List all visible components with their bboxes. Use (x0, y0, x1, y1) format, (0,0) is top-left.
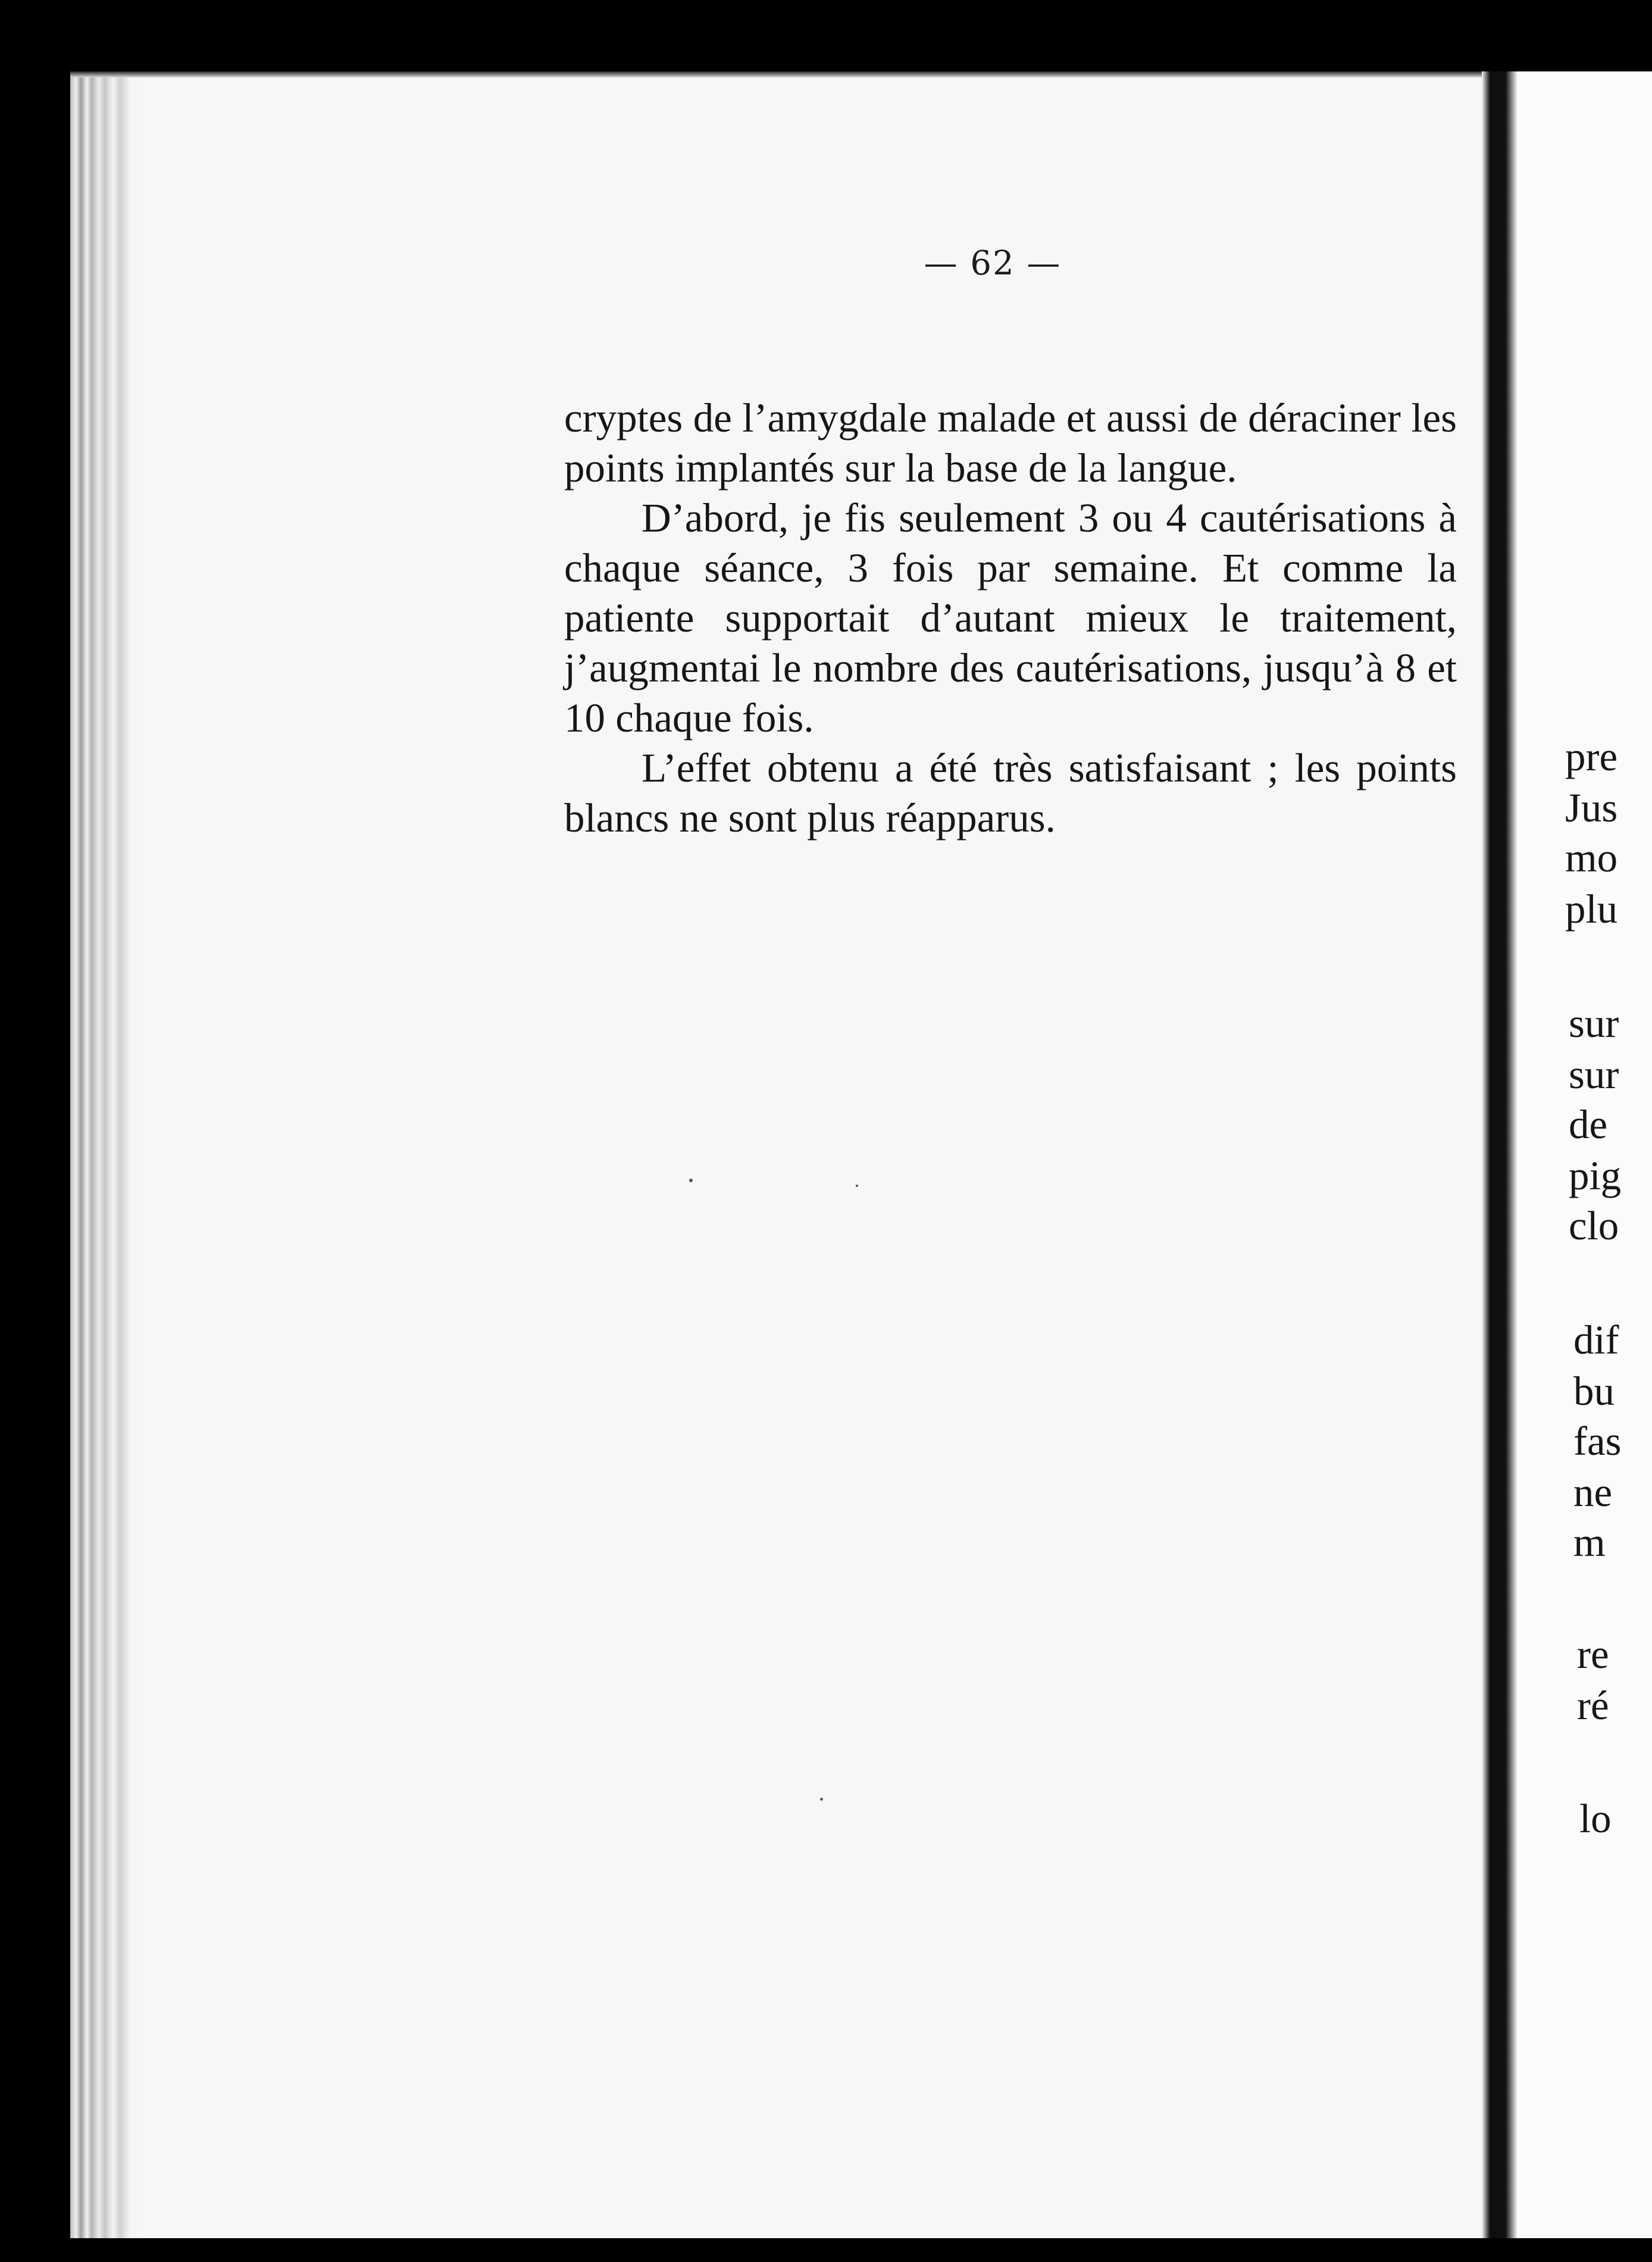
right-fragment: ne (1573, 1470, 1613, 1515)
right-fragment: sur (1569, 1052, 1619, 1097)
right-fragment: de (1569, 1102, 1608, 1147)
right-fragment: Jus (1565, 785, 1618, 830)
right-fragment: re (1577, 1632, 1609, 1677)
scan-speck (689, 1179, 693, 1182)
page-gutter (1482, 71, 1518, 2238)
right-page (1518, 71, 1652, 2238)
scan-speck (856, 1185, 858, 1187)
page-top-edge (70, 71, 1482, 77)
left-page (70, 71, 1482, 2238)
right-fragment: mo (1565, 835, 1618, 880)
right-fragment: lo (1579, 1796, 1612, 1841)
right-fragment: m (1573, 1520, 1606, 1565)
paragraph-1: cryptes de l’amygdale malade et aussi de déraciner les points implantés sur la base de la langue. (564, 395, 1457, 490)
body-text (564, 393, 1457, 843)
right-fragment: pig (1569, 1153, 1622, 1198)
right-fragment: clo (1569, 1203, 1619, 1248)
right-fragment: bu (1573, 1369, 1615, 1414)
paragraph-3: L’effet obtenu a été très satisfaisant ; les points blancs ne sont plus réapparus. (564, 745, 1457, 841)
right-fragment: dif (1573, 1317, 1619, 1363)
right-fragment: plu (1565, 886, 1618, 932)
page-number: — 62 — (924, 244, 1062, 283)
paragraph-2: D’abord, je fis seulement 3 ou 4 cautérisations à chaque séance, 3 fois par semaine. Et comme la patiente supportait d’autant mieux le traitement, j’augmentai le nombre des cautérisations, jusqu’à 8 et 10 chaque fois. (564, 495, 1457, 741)
right-fragment: fas (1573, 1419, 1622, 1464)
scan-speck (820, 1798, 823, 1801)
right-fragment: pre (1565, 734, 1618, 779)
right-fragment: sur (1569, 1001, 1619, 1046)
binding-edge (70, 71, 142, 2238)
right-fragment: ré (1577, 1683, 1609, 1728)
